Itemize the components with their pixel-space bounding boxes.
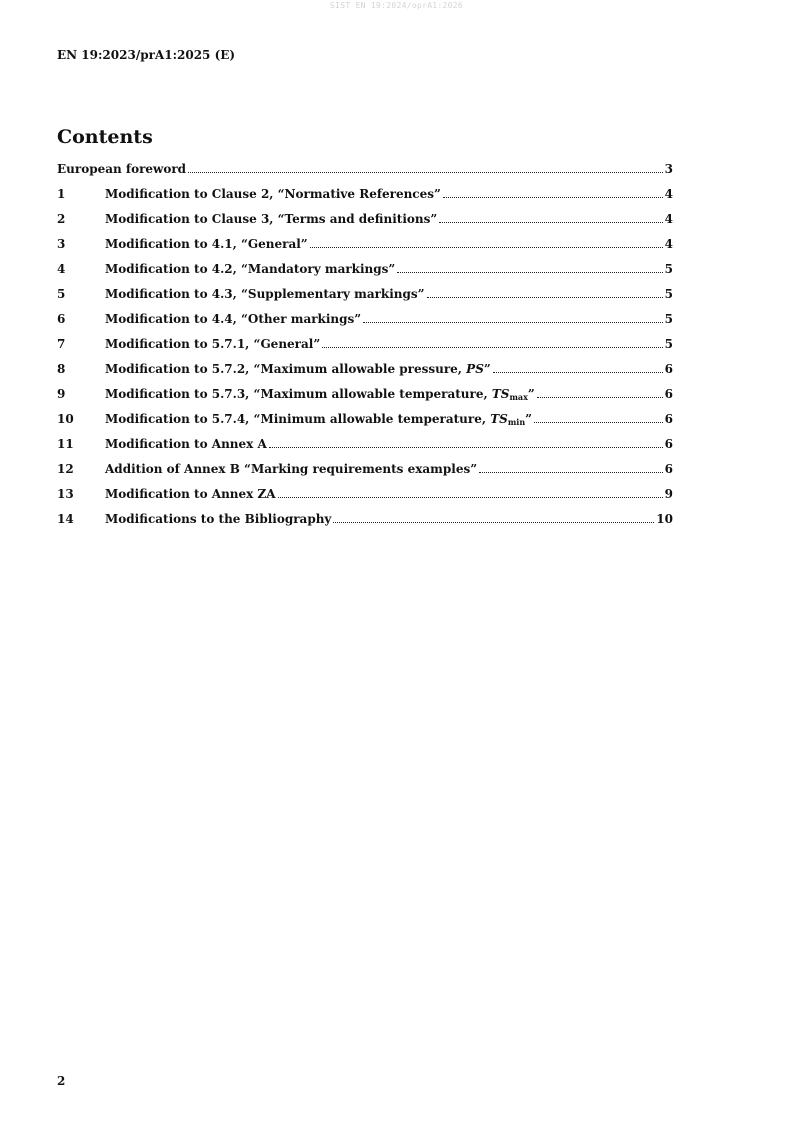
toc-entry-text: Modification to 4.1, “General” — [105, 237, 308, 251]
dot-leader — [534, 421, 663, 423]
toc-entry-page: 6 — [664, 362, 673, 376]
toc-entry-text: Modifications to the Bibliography — [105, 512, 332, 526]
toc-entry-page: 6 — [664, 387, 673, 401]
toc-entry[interactable] — [57, 462, 673, 487]
symbol-ps: PS — [466, 362, 484, 376]
toc-entry-text-lead: Modification to 5.7.3, “Maximum allowable temperature, — [105, 387, 492, 401]
symbol-ts: TS — [491, 387, 510, 401]
table-of-contents — [57, 162, 673, 537]
dot-leader — [188, 171, 663, 173]
toc-entry-text-lead: Modification to 5.7.2, “Maximum allowable pressure, — [105, 362, 467, 376]
toc-entry-text-tail: ” — [525, 412, 533, 426]
watermark: SIST EN 19:2024/oprA1:2026 — [329, 1, 464, 10]
document-identifier: EN 19:2023/prA1:2025 (E) — [57, 48, 236, 62]
toc-entry-page: 6 — [664, 462, 673, 476]
toc-entry-number: 11 — [57, 437, 74, 451]
dot-leader — [479, 471, 663, 473]
toc-entry-number: 3 — [57, 237, 66, 251]
toc-entry-page: 5 — [664, 337, 673, 351]
toc-entry-number: 8 — [57, 362, 66, 376]
toc-entry-text-tail: ” — [483, 362, 491, 376]
symbol-ts: TS — [490, 412, 508, 426]
toc-entry-text: Modification to 5.7.1, “General” — [105, 337, 321, 351]
toc-entry[interactable] — [57, 437, 673, 462]
toc-entry[interactable] — [57, 187, 673, 212]
toc-entry-page: 6 — [664, 437, 673, 451]
dot-leader — [397, 271, 662, 273]
toc-entry-foreword[interactable] — [57, 162, 673, 187]
toc-entry-text: Modification to 4.4, “Other markings” — [105, 312, 362, 326]
dot-leader — [439, 221, 662, 223]
dot-leader — [333, 521, 654, 523]
toc-entry-number: 7 — [57, 337, 66, 351]
toc-title: Contents — [57, 126, 153, 148]
toc-entry-page: 5 — [664, 262, 673, 276]
dot-leader — [363, 321, 662, 323]
toc-entry[interactable] — [57, 337, 673, 362]
toc-entry-number: 5 — [57, 287, 66, 301]
toc-entry[interactable] — [57, 262, 673, 287]
toc-entry-number: 4 — [57, 262, 66, 276]
toc-entry-text: Modification to Annex A — [105, 437, 267, 451]
toc-entry-page: 6 — [664, 412, 673, 426]
dot-leader — [493, 371, 663, 373]
toc-entry-number: 10 — [57, 412, 74, 426]
toc-entry-text: Modification to Clause 2, “Normative References” — [105, 187, 441, 201]
toc-entry[interactable] — [57, 512, 673, 537]
toc-entry[interactable] — [57, 212, 673, 237]
toc-entry-number: 14 — [57, 512, 74, 526]
toc-entry-page: 10 — [656, 512, 673, 526]
toc-entry-number: 6 — [57, 312, 66, 326]
toc-entry-text: European foreword — [57, 162, 187, 176]
toc-entry-text: Addition of Annex B “Marking requirements examples” — [105, 462, 478, 476]
toc-entry-page: 4 — [664, 212, 673, 226]
toc-entry-text — [105, 412, 532, 427]
toc-entry[interactable] — [57, 287, 673, 312]
toc-entry[interactable] — [57, 487, 673, 512]
toc-entry[interactable] — [57, 312, 673, 337]
dot-leader — [269, 446, 663, 448]
toc-entry-text: Modification to 4.3, “Supplementary markings” — [105, 287, 425, 301]
dot-leader — [278, 496, 663, 498]
toc-entry-page: 9 — [664, 487, 673, 501]
dot-leader — [427, 296, 663, 298]
toc-entry-text — [105, 387, 535, 402]
dot-leader — [443, 196, 663, 198]
toc-entry-page: 4 — [664, 237, 673, 251]
toc-entry-page: 5 — [664, 287, 673, 301]
toc-entry-text: Modification to Annex ZA — [105, 487, 276, 501]
toc-entry-text: Modification to 4.2, “Mandatory markings” — [105, 262, 396, 276]
toc-entry-text-lead: Modification to 5.7.4, “Minimum allowable temperature, — [105, 412, 491, 426]
toc-entry[interactable] — [57, 362, 673, 387]
dot-leader — [322, 346, 662, 348]
toc-entry[interactable] — [57, 412, 673, 437]
toc-entry-number: 13 — [57, 487, 74, 501]
toc-entry-number: 9 — [57, 387, 66, 401]
toc-entry-text — [105, 362, 491, 376]
toc-entry-number: 12 — [57, 462, 74, 476]
page-number: 2 — [57, 1074, 66, 1088]
toc-entry-text: Modification to Clause 3, “Terms and definitions” — [105, 212, 438, 226]
toc-entry-page: 3 — [664, 162, 673, 176]
toc-entry[interactable] — [57, 237, 673, 262]
toc-entry-number: 1 — [57, 187, 66, 201]
subscript-max: max — [509, 392, 528, 402]
toc-entry[interactable] — [57, 387, 673, 412]
toc-entry-page: 4 — [664, 187, 673, 201]
toc-entry-page: 5 — [664, 312, 673, 326]
toc-entry-number: 2 — [57, 212, 66, 226]
dot-leader — [537, 396, 663, 398]
dot-leader — [310, 246, 663, 248]
toc-entry-text-tail: ” — [527, 387, 535, 401]
subscript-min: min — [507, 417, 526, 427]
